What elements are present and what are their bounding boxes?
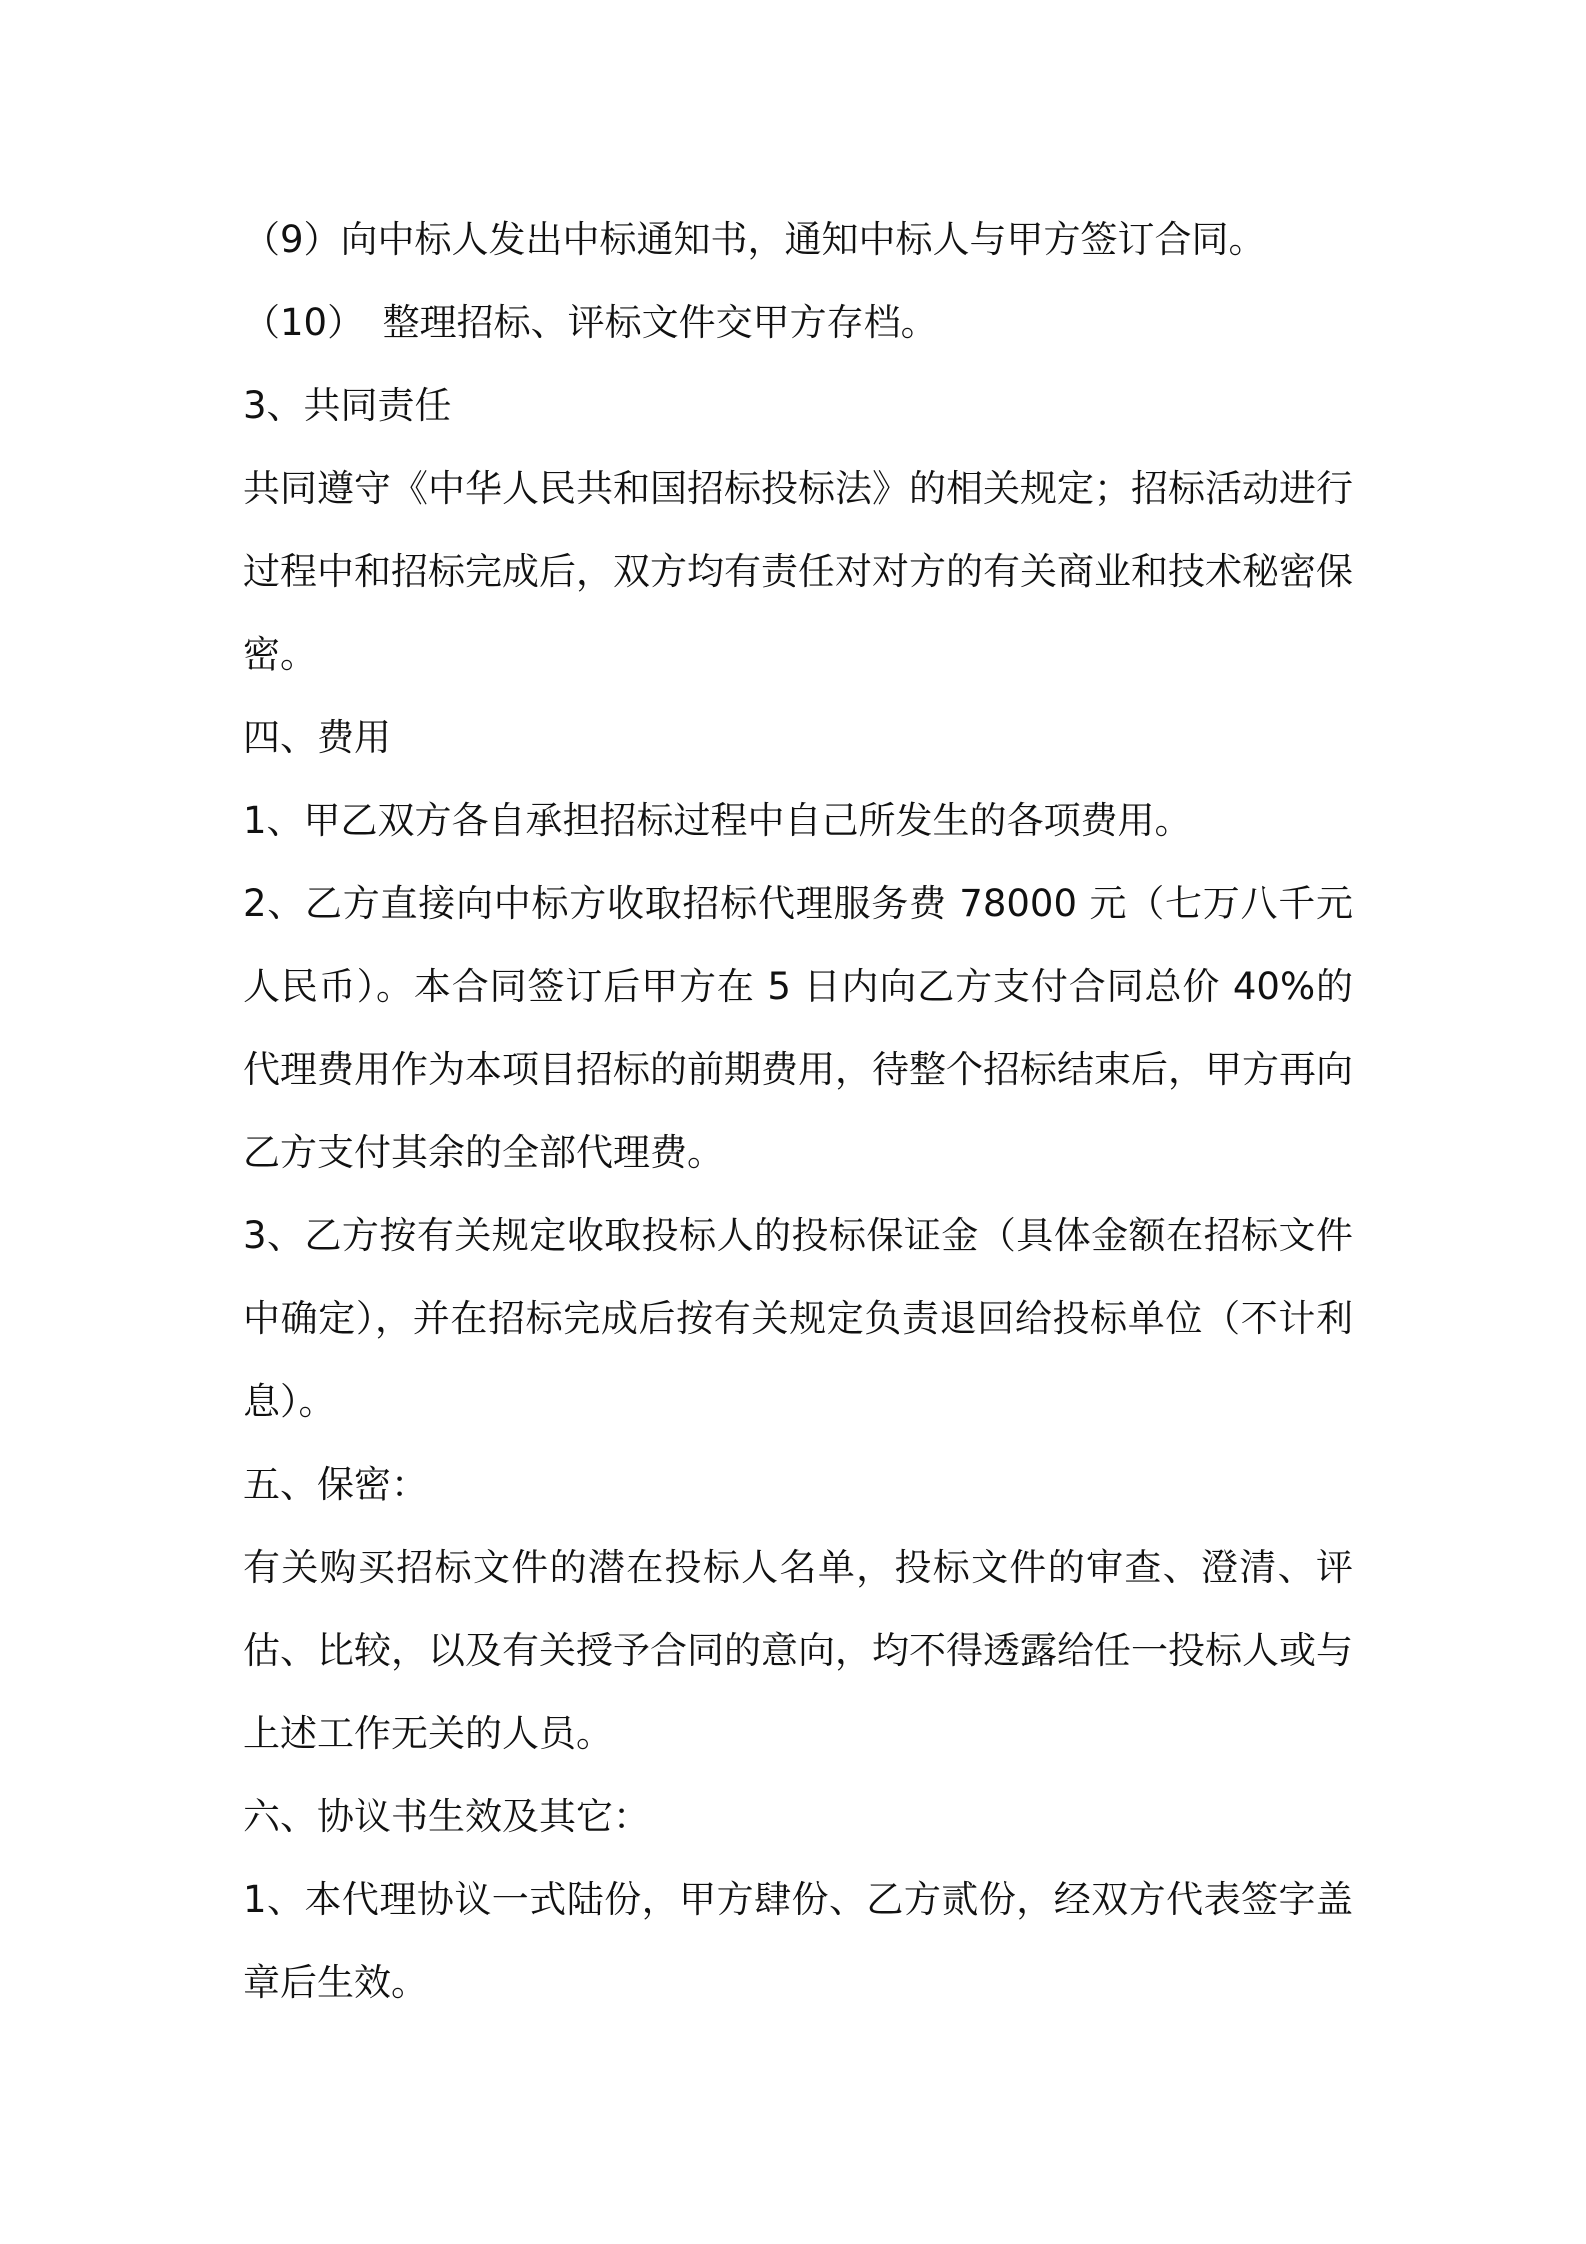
paragraph-effectiveness-1: 1、本代理协议一式陆份，甲方肆份、乙方贰份，经双方代表签字盖章后生效。 [243, 1878, 1353, 2004]
paragraph-fees-2: 2、乙方直接向中标方收取招标代理服务费 78000 元（七万八千元人民币）。本合同签订后甲方在 5 日内向乙方支付合同总价 40%的代理费用作为本项目招标的前期费用，待整个招标结束后，甲方再向乙方支付其余的全部代理费。 [243, 882, 1353, 1174]
heading-fees: 四、费用 [243, 716, 391, 759]
paragraph-notify-winner: （9）向中标人发出中标通知书，通知中标人与甲方签订合同。 [243, 218, 1266, 261]
heading-confidentiality: 五、保密： [243, 1463, 428, 1506]
paragraph-fees-1: 1、甲乙双方各自承担招标过程中自己所发生的各项费用。 [243, 799, 1192, 842]
paragraph-confidentiality: 有关购买招标文件的潜在投标人名单，投标文件的审查、澄清、评估、比较，以及有关授予合同的意向，均不得透露给任一投标人或与上述工作无关的人员。 [243, 1546, 1353, 1755]
paragraph-joint-responsibility: 共同遵守《中华人民共和国招标投标法》的相关规定；招标活动进行过程中和招标完成后，双方均有责任对对方的有关商业和技术秘密保密。 [243, 467, 1353, 676]
document-body [243, 198, 1353, 2024]
paragraph-archive-files: （10） 整理招标、评标文件交甲方存档。 [243, 301, 938, 344]
heading-joint-responsibility: 3、共同责任 [243, 384, 452, 427]
heading-effectiveness: 六、协议书生效及其它： [243, 1795, 650, 1838]
paragraph-fees-3: 3、乙方按有关规定收取投标人的投标保证金（具体金额在招标文件中确定），并在招标完成后按有关规定负责退回给投标单位（不计利息）。 [243, 1214, 1353, 1423]
